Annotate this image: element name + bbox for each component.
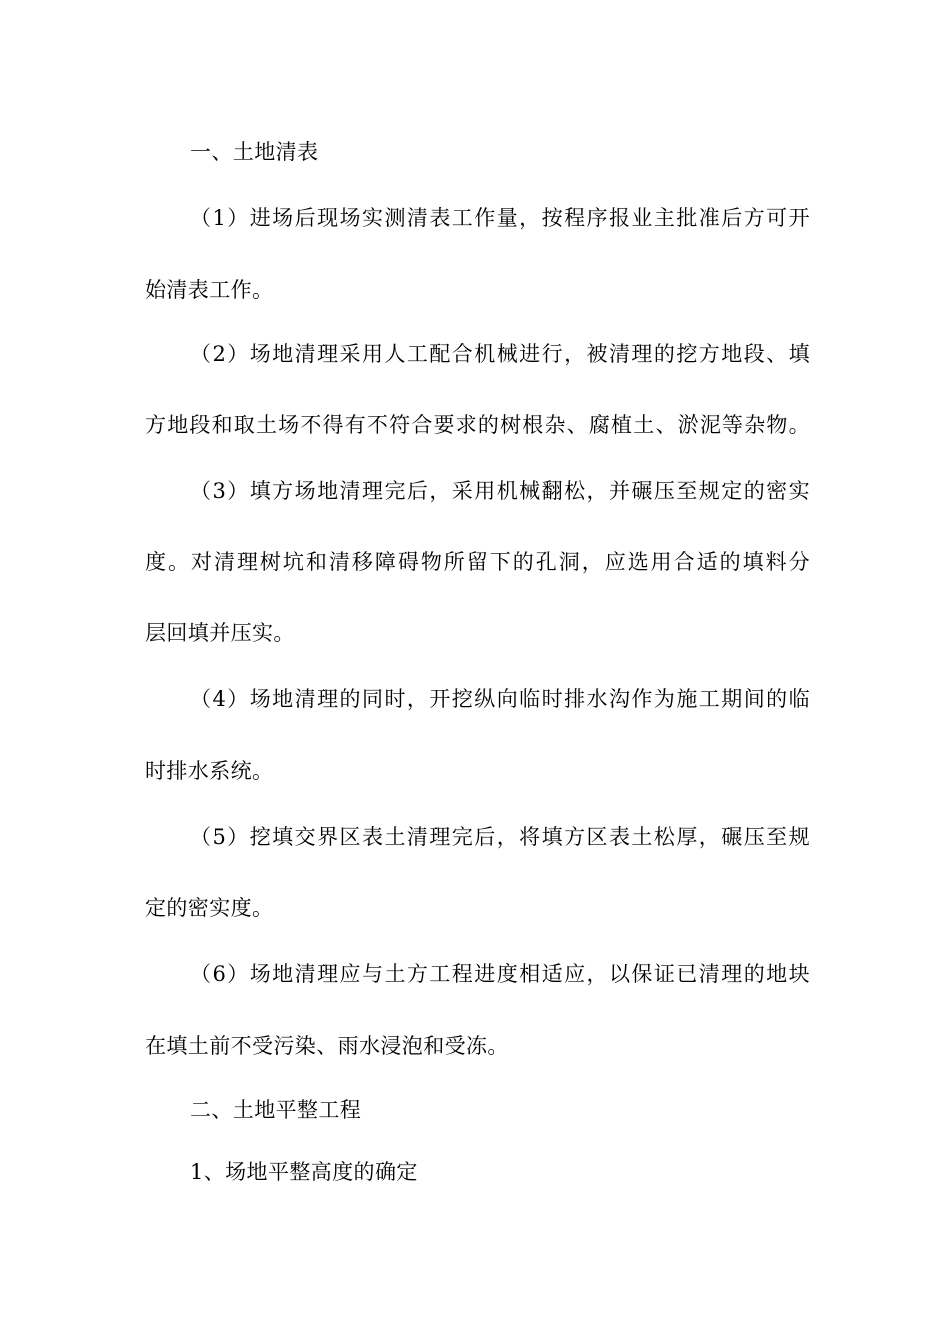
section-heading-land-leveling: 二、土地平整工程	[190, 1098, 362, 1122]
paragraph-4-line-1: （4）场地清理的同时，开挖纵向临时排水沟作为施工期间的临	[190, 687, 810, 711]
paragraph-6-line-1: （6）场地清理应与土方工程进度相适应，以保证已清理的地块	[190, 962, 810, 986]
paragraph-5-line-2: 定的密实度。	[145, 896, 274, 920]
paragraph-3-line-2: 度。对清理树坑和清移障碍物所留下的孔洞，应选用合适的填料分	[145, 550, 810, 574]
paragraph-1-line-2: 始清表工作。	[145, 278, 274, 302]
section-heading-land-clearing: 一、土地清表	[190, 140, 319, 164]
paragraph-2-line-2: 方地段和取土场不得有不符合要求的树根杂、腐植土、淤泥等杂物。	[145, 413, 810, 437]
paragraph-6-line-2: 在填土前不受污染、雨水浸泡和受冻。	[145, 1034, 509, 1058]
paragraph-5-line-1: （5）挖填交界区表土清理完后，将填方区表土松厚，碾压至规	[190, 825, 810, 849]
paragraph-3-line-3: 层回填并压实。	[145, 621, 295, 645]
paragraph-3-line-1: （3）填方场地清理完后，采用机械翻松，并碾压至规定的密实	[190, 479, 810, 503]
paragraph-2-line-1: （2）场地清理采用人工配合机械进行，被清理的挖方地段、填	[190, 342, 810, 366]
paragraph-4-line-2: 时排水系统。	[145, 759, 274, 783]
paragraph-1-line-1: （1）进场后现场实测清表工作量，按程序报业主批准后方可开	[190, 206, 810, 230]
subsection-heading-leveling-height: 1、场地平整高度的确定	[190, 1160, 418, 1184]
